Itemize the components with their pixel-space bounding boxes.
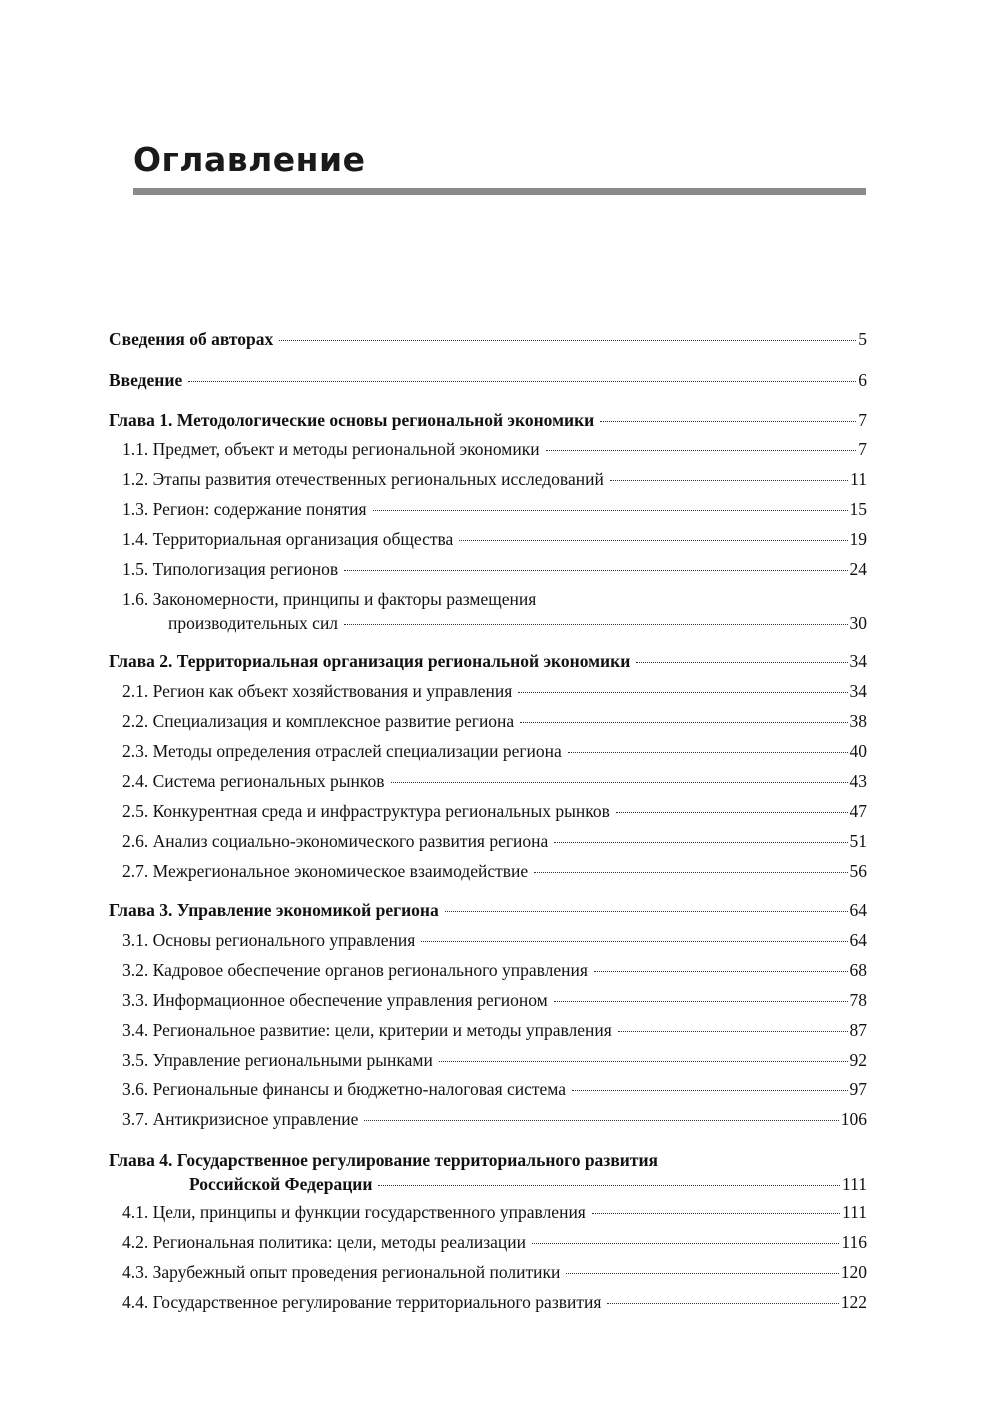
entry-title: 2.4. Система региональных рынков	[122, 771, 385, 791]
page-number: 120	[840, 1262, 867, 1282]
toc-section-3-2[interactable]	[122, 958, 867, 982]
page-number: 51	[849, 831, 867, 851]
page-number: 30	[849, 613, 867, 633]
toc-entry-introduction[interactable]	[109, 368, 867, 392]
dot-leader	[592, 1213, 840, 1214]
dot-leader	[568, 752, 848, 753]
dot-leader	[607, 1303, 838, 1304]
page-number: 78	[849, 990, 867, 1010]
entry-title: 3.7. Антикризисное управление	[122, 1109, 359, 1129]
dot-leader	[554, 1001, 848, 1002]
entry-title: 1.6. Закономерности, принципы и факторы размещения	[122, 589, 537, 609]
page-number: 43	[849, 771, 867, 791]
dot-leader	[439, 1061, 848, 1062]
entry-title: Глава 2. Территориальная организация региональной экономики	[109, 651, 631, 671]
entry-title-continued: Российской Федерации	[189, 1174, 373, 1194]
page-number: 6	[858, 370, 867, 390]
toc-section-2-2[interactable]	[122, 709, 867, 733]
dot-leader	[636, 662, 847, 663]
entry-title-continued: производительных сил	[168, 613, 339, 633]
page-number: 87	[849, 1020, 867, 1040]
entry-title: 1.1. Предмет, объект и методы региональной экономики	[122, 439, 540, 459]
page-number: 92	[849, 1050, 867, 1070]
dot-leader	[566, 1273, 838, 1274]
dot-leader	[572, 1090, 847, 1091]
dot-leader	[546, 450, 857, 451]
entry-title: Глава 4. Государственное регулирование территориального развития	[109, 1150, 659, 1170]
entry-title: Введение	[109, 370, 183, 390]
entry-title: 4.3. Зарубежный опыт проведения региональной политики	[122, 1262, 561, 1282]
toc-chapter-3[interactable]	[109, 898, 867, 922]
dot-leader	[459, 540, 847, 541]
page-number: 122	[840, 1292, 867, 1312]
dot-leader	[445, 911, 848, 912]
entry-title: Глава 1. Методологические основы региональной экономики	[109, 410, 595, 430]
page-number: 116	[841, 1232, 867, 1252]
toc-section-2-7[interactable]	[122, 859, 867, 883]
toc-chapter-2[interactable]	[109, 649, 867, 673]
entry-title: 2.1. Регион как объект хозяйствования и управления	[122, 681, 513, 701]
toc-section-3-3[interactable]	[122, 988, 867, 1012]
title-rule	[133, 188, 866, 195]
toc-section-1-3[interactable]	[122, 497, 867, 521]
page-number: 34	[849, 651, 867, 671]
dot-leader	[188, 381, 856, 382]
entry-title: 2.3. Методы определения отраслей специализации региона	[122, 741, 562, 761]
toc-section-2-1[interactable]	[122, 679, 867, 703]
page-number: 38	[849, 711, 867, 731]
toc-section-1-5[interactable]	[122, 557, 867, 581]
page-number: 47	[849, 801, 867, 821]
entry-title: 4.2. Региональная политика: цели, методы реализации	[122, 1232, 527, 1252]
dot-leader	[594, 971, 848, 972]
toc-section-1-4[interactable]	[122, 527, 867, 551]
page-number: 19	[849, 529, 867, 549]
page-number: 111	[842, 1202, 867, 1222]
toc-section-2-3[interactable]	[122, 739, 867, 763]
entry-title: Сведения об авторах	[109, 329, 274, 349]
page-number: 24	[849, 559, 867, 579]
page-number: 64	[849, 930, 867, 950]
toc-entry-authors[interactable]	[109, 327, 867, 351]
entry-title: 4.4. Государственное регулирование территориального развития	[122, 1292, 602, 1312]
toc-section-4-2[interactable]	[122, 1230, 867, 1254]
entry-title: 3.1. Основы регионального управления	[122, 930, 416, 950]
page-number: 111	[842, 1174, 867, 1194]
dot-leader	[616, 812, 848, 813]
page-number: 56	[849, 861, 867, 881]
dot-leader	[610, 480, 848, 481]
entry-title: 3.4. Региональное развитие: цели, критерии и методы управления	[122, 1020, 612, 1040]
page-number: 7	[858, 410, 867, 430]
page-number: 40	[849, 741, 867, 761]
page-number: 68	[849, 960, 867, 980]
entry-title: 2.2. Специализация и комплексное развитие региона	[122, 711, 515, 731]
dot-leader	[391, 782, 848, 783]
toc-section-3-6[interactable]	[122, 1077, 867, 1101]
toc-section-1-1[interactable]	[122, 437, 867, 461]
dot-leader	[279, 340, 856, 341]
entry-title: 2.5. Конкурентная среда и инфраструктура региональных рынков	[122, 801, 610, 821]
dot-leader	[618, 1031, 848, 1032]
entry-title: 1.2. Этапы развития отечественных региональных исследований	[122, 469, 604, 489]
page-title: Оглавление	[133, 140, 366, 179]
entry-title: 3.6. Региональные финансы и бюджетно-налоговая система	[122, 1079, 567, 1099]
dot-leader	[344, 570, 847, 571]
page-number: 5	[858, 329, 867, 349]
page-number: 15	[849, 499, 867, 519]
dot-leader	[554, 842, 847, 843]
toc-section-1-6[interactable]	[122, 587, 867, 635]
entry-title: 1.5. Типологизация регионов	[122, 559, 339, 579]
toc-chapter-1[interactable]	[109, 408, 867, 432]
entry-title: 2.7. Межрегиональное экономическое взаимодействие	[122, 861, 529, 881]
dot-leader	[373, 510, 848, 511]
dot-leader	[600, 421, 856, 422]
dot-leader	[421, 941, 847, 942]
toc-section-2-4[interactable]	[122, 769, 867, 793]
toc-section-2-6[interactable]	[122, 829, 867, 853]
dot-leader	[344, 624, 847, 625]
page-number: 7	[858, 439, 867, 459]
dot-leader	[518, 692, 847, 693]
toc-chapter-4[interactable]	[109, 1148, 867, 1196]
page-number: 11	[850, 469, 867, 489]
entry-title: 2.6. Анализ социально-экономического развития региона	[122, 831, 549, 851]
toc-section-3-1[interactable]	[122, 928, 867, 952]
dot-leader	[520, 722, 847, 723]
dot-leader	[378, 1185, 840, 1186]
entry-title: 3.2. Кадровое обеспечение органов регионального управления	[122, 960, 588, 980]
entry-title: 1.3. Регион: содержание понятия	[122, 499, 367, 519]
toc-section-4-4[interactable]	[122, 1290, 867, 1314]
dot-leader	[534, 872, 847, 873]
entry-title: 3.5. Управление региональными рынками	[122, 1050, 433, 1070]
toc-section-3-7[interactable]	[122, 1107, 867, 1131]
entry-title: 1.4. Территориальная организация общества	[122, 529, 454, 549]
dot-leader	[364, 1120, 838, 1121]
toc-section-2-5[interactable]	[122, 799, 867, 823]
entry-title: 4.1. Цели, принципы и функции государственного управления	[122, 1202, 586, 1222]
toc-section-4-3[interactable]	[122, 1260, 867, 1284]
entry-title: 3.3. Информационное обеспечение управления регионом	[122, 990, 548, 1010]
toc-section-4-1[interactable]	[122, 1200, 867, 1224]
dot-leader	[532, 1243, 839, 1244]
toc-section-1-2[interactable]	[122, 467, 867, 491]
toc-section-3-5[interactable]	[122, 1048, 867, 1072]
page-number: 34	[849, 681, 867, 701]
toc-section-3-4[interactable]	[122, 1018, 867, 1042]
entry-title: Глава 3. Управление экономикой региона	[109, 900, 439, 920]
page-number: 97	[849, 1079, 867, 1099]
page-number: 106	[840, 1109, 867, 1129]
page-number: 64	[849, 900, 867, 920]
